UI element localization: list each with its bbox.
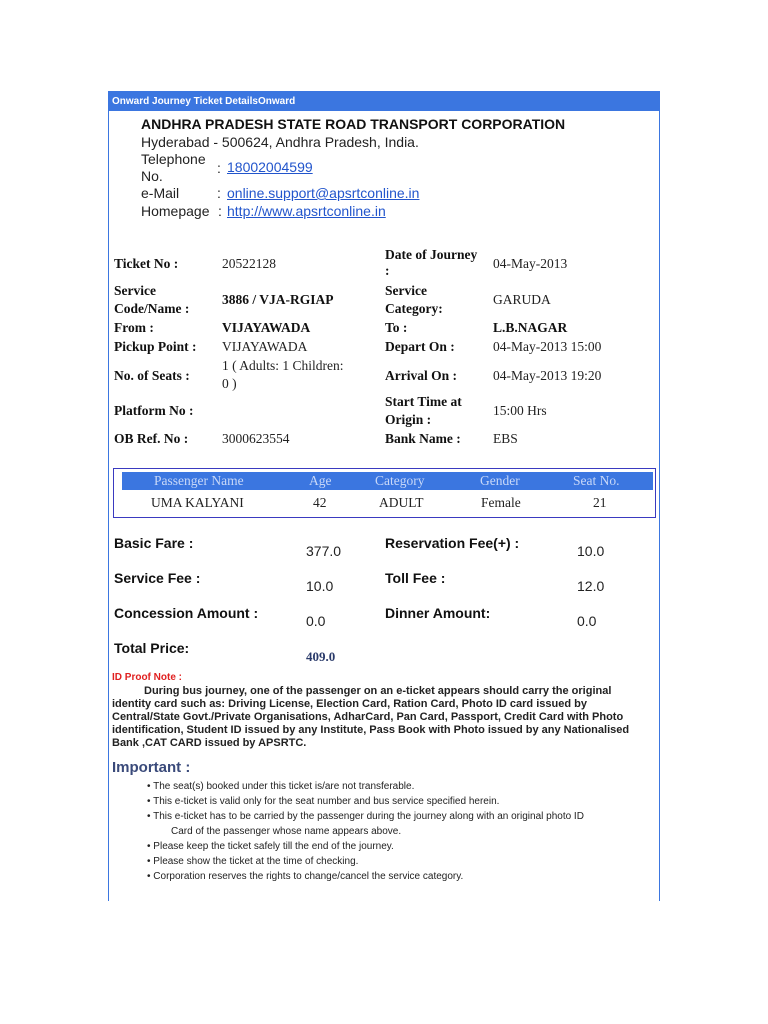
id-proof-note-body bbox=[112, 685, 654, 750]
start-time-label: Start Time at bbox=[385, 394, 462, 409]
ticket-no-value: 20522128 bbox=[222, 256, 276, 271]
bullet-icon: • bbox=[147, 871, 151, 882]
email-sep: : bbox=[217, 185, 221, 201]
platform-label: Platform No : bbox=[114, 403, 194, 418]
col-age: Age bbox=[309, 473, 332, 488]
service-fee-label: Service Fee : bbox=[114, 570, 201, 586]
from-value: VIJAYAWADA bbox=[222, 320, 311, 335]
ob-ref-label: OB Ref. No : bbox=[114, 431, 189, 446]
id-note-line: Bank ,CAT CARD issued by APSRTC. bbox=[112, 737, 307, 749]
ticket-panel bbox=[108, 91, 660, 901]
bullet-icon: • bbox=[147, 796, 151, 807]
service-value: 3886 / VJA-RGIAP bbox=[222, 292, 334, 307]
bullet-icon: • bbox=[147, 841, 151, 852]
telephone-sep: : bbox=[217, 160, 221, 176]
arrival-value: 04-May-2013 19:20 bbox=[493, 368, 602, 383]
reservation-fee-label: Reservation Fee(+) : bbox=[385, 535, 520, 551]
arrival-label: Arrival On : bbox=[385, 368, 457, 383]
service-category-label: Service bbox=[385, 283, 427, 298]
id-proof-note-title: ID Proof Note : bbox=[112, 672, 182, 683]
service-category-value: GARUDA bbox=[493, 292, 551, 307]
cell-gender: Female bbox=[481, 495, 521, 510]
col-seat-no: Seat No. bbox=[573, 473, 620, 488]
homepage-label: Homepage bbox=[141, 203, 210, 219]
telephone-label-2: No. bbox=[141, 168, 163, 184]
service-label-2: Code/Name : bbox=[114, 301, 190, 316]
to-label: To : bbox=[385, 320, 408, 335]
bullet-icon: • bbox=[147, 781, 151, 792]
total-price-label: Total Price: bbox=[114, 640, 190, 656]
depart-label: Depart On : bbox=[385, 339, 455, 354]
ticket-title-bar: Onward Journey Ticket DetailsOnward bbox=[109, 92, 659, 111]
toll-fee-label: Toll Fee : bbox=[385, 570, 446, 586]
start-time-value: 15:00 Hrs bbox=[493, 403, 547, 418]
email-label: e-Mail bbox=[141, 185, 180, 201]
cell-age: 42 bbox=[313, 495, 327, 510]
total-price-value: 409.0 bbox=[306, 649, 336, 664]
cell-category: ADULT bbox=[379, 495, 424, 510]
list-item: • The seat(s) booked under this ticket is/are not transferable. bbox=[147, 781, 415, 792]
list-item: • Corporation reserves the rights to change/cancel the service category. bbox=[147, 871, 464, 882]
date-of-journey-colon: : bbox=[385, 263, 390, 278]
bullet-icon: • bbox=[147, 856, 151, 867]
important-title: Important : bbox=[112, 759, 191, 776]
reservation-fee-value: 10.0 bbox=[577, 543, 605, 559]
seats-value-2: 0 ) bbox=[222, 376, 237, 391]
id-note-line: identification, Student ID issued by any Institute, Pass Book with Photo issued by any Nationalised bbox=[112, 724, 630, 736]
corporation-address: Hyderabad - 500624, Andhra Pradesh, India. bbox=[141, 134, 419, 150]
list-item: • Please show the ticket at the time of checking. bbox=[147, 856, 359, 867]
depart-value: 04-May-2013 15:00 bbox=[493, 339, 602, 354]
email-link[interactable]: online.support@apsrtconline.in bbox=[227, 185, 420, 201]
dinner-amount-value: 0.0 bbox=[577, 613, 597, 629]
homepage-link[interactable]: http://www.apsrtconline.in bbox=[227, 203, 386, 219]
concession-label: Concession Amount : bbox=[114, 605, 259, 621]
list-item: • This e-ticket has to be carried by the passenger during the journey along with an original photo ID bbox=[147, 811, 584, 822]
pickup-value: VIJAYAWADA bbox=[222, 339, 308, 354]
date-of-journey-label: Date of Journey bbox=[385, 247, 478, 262]
from-label: From : bbox=[114, 320, 154, 335]
service-category-label-2: Category: bbox=[385, 301, 443, 316]
to-value: L.B.NAGAR bbox=[493, 320, 568, 335]
id-note-line: During bus journey, one of the passenger on an e-ticket appears should carry the original bbox=[144, 685, 612, 697]
date-of-journey-value: 04-May-2013 bbox=[493, 256, 568, 271]
pickup-label: Pickup Point : bbox=[114, 339, 197, 354]
list-item: • This e-ticket is valid only for the seat number and bus service specified herein. bbox=[147, 796, 500, 807]
list-item: Card of the passenger whose name appears above. bbox=[171, 826, 402, 837]
corporation-name: ANDHRA PRADESH STATE ROAD TRANSPORT CORPORATION bbox=[141, 116, 566, 132]
ob-ref-value: 3000623554 bbox=[222, 431, 290, 446]
start-time-label-2: Origin : bbox=[385, 412, 432, 427]
important-list bbox=[147, 779, 584, 884]
telephone-link[interactable]: 18002004599 bbox=[227, 159, 313, 175]
col-passenger-name: Passenger Name bbox=[154, 473, 244, 488]
passenger-table-header bbox=[122, 472, 653, 490]
bank-value: EBS bbox=[493, 431, 518, 446]
id-note-line: identity card such as: Driving License, Election Card, Ration Card, Photo ID card issued by bbox=[112, 698, 587, 710]
id-note-line: Central/State Govt./Private Organisations, AdharCard, Pan Card, Passport, Credit Card with Photo bbox=[112, 711, 624, 723]
cell-seat-no: 21 bbox=[593, 495, 607, 510]
table-row bbox=[122, 493, 653, 513]
toll-fee-value: 12.0 bbox=[577, 578, 605, 594]
col-gender: Gender bbox=[480, 473, 520, 488]
concession-value: 0.0 bbox=[306, 613, 326, 629]
list-item: • Please keep the ticket safely till the end of the journey. bbox=[147, 841, 394, 852]
cell-passenger-name: UMA KALYANI bbox=[151, 495, 244, 510]
seats-value: 1 ( Adults: 1 Children: bbox=[222, 358, 344, 373]
bank-label: Bank Name : bbox=[385, 431, 461, 446]
basic-fare-label: Basic Fare : bbox=[114, 535, 194, 551]
seats-label: No. of Seats : bbox=[114, 368, 190, 383]
dinner-amount-label: Dinner Amount: bbox=[385, 605, 491, 621]
passenger-table bbox=[113, 468, 656, 518]
bullet-icon: • bbox=[147, 811, 151, 822]
ticket-no-label: Ticket No : bbox=[114, 256, 179, 271]
homepage-sep: : bbox=[218, 203, 222, 219]
service-fee-value: 10.0 bbox=[306, 578, 334, 594]
col-category: Category bbox=[375, 473, 425, 488]
basic-fare-value: 377.0 bbox=[306, 543, 342, 559]
service-label: Service bbox=[114, 283, 156, 298]
telephone-label: Telephone bbox=[141, 151, 206, 167]
